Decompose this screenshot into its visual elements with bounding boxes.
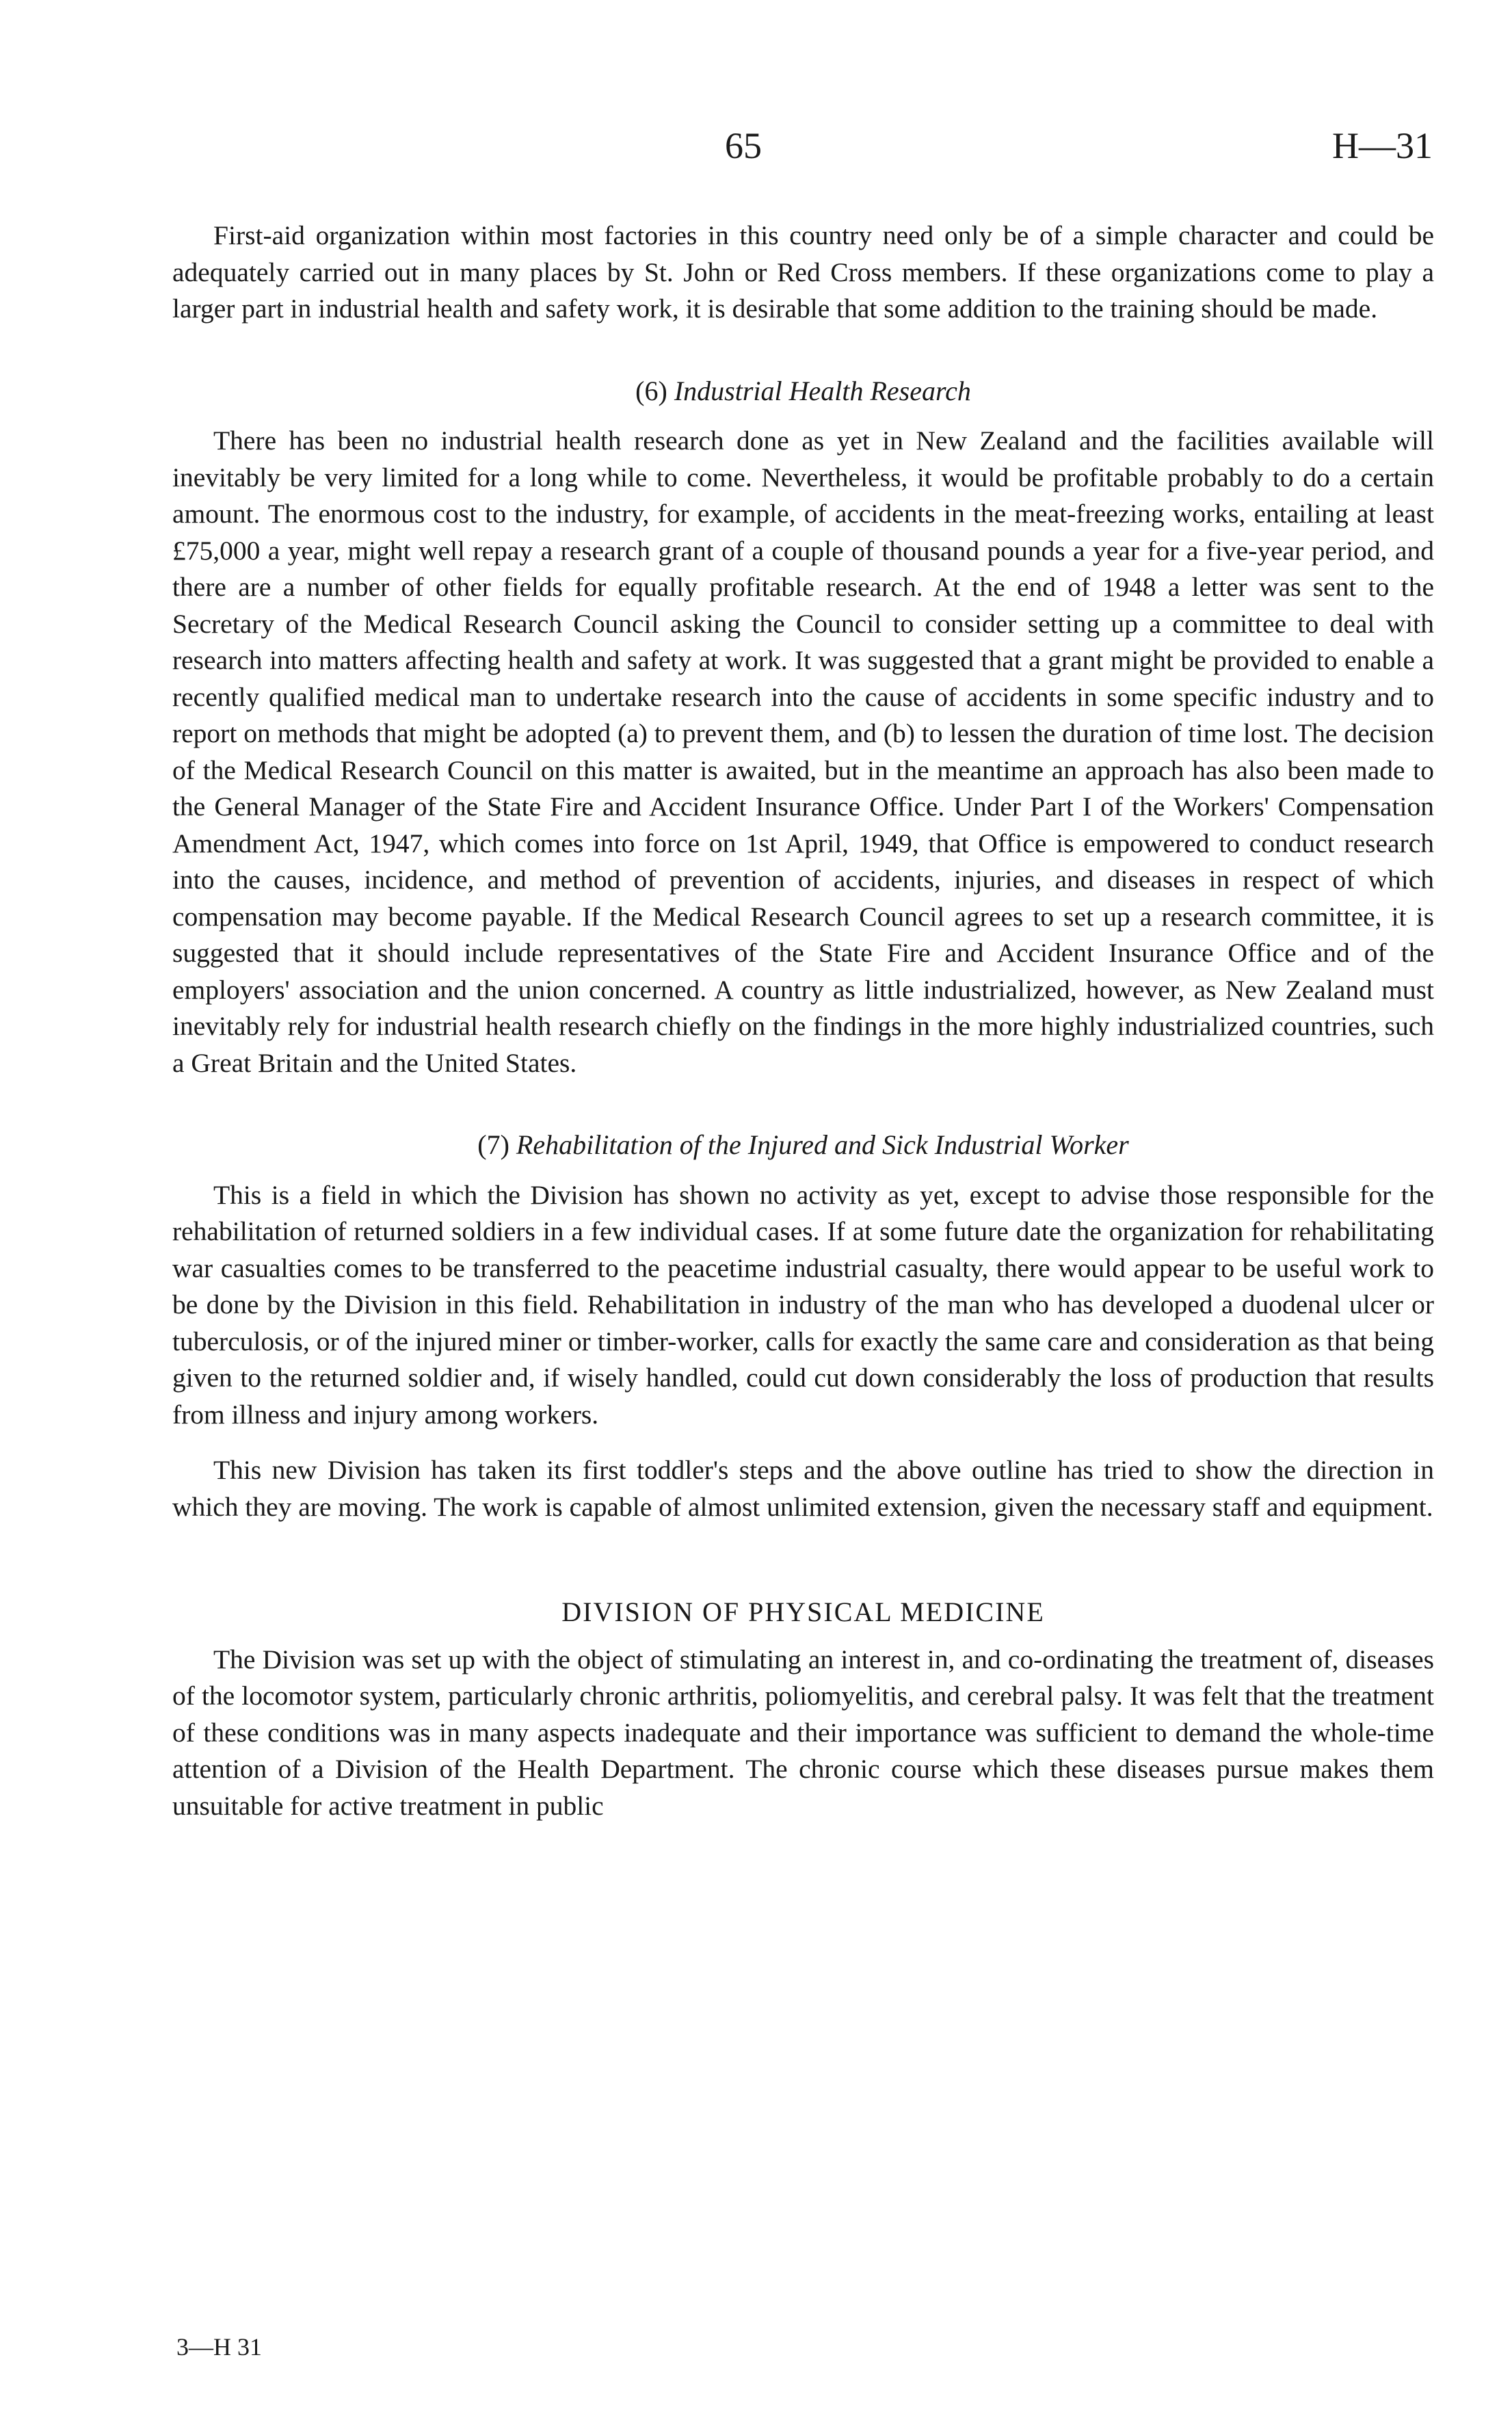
page-body: [172, 218, 1434, 1824]
section-6-heading: [172, 373, 1434, 410]
section-7-title: Rehabilitation of the Injured and Sick Industrial Worker: [516, 1129, 1129, 1160]
physical-medicine-heading: DIVISION OF PHYSICAL MEDICINE: [561, 1596, 1045, 1627]
section-6-title: Industrial Health Research: [674, 375, 971, 406]
section-7-paragraph-2: This new Division has taken its first toddler's steps and the above outline has tried to show the direction in which they are moving. The work is capable of almost unlimited extension, given the necessary staff and equipment.: [172, 1455, 1434, 1522]
footer-signature: 3—H 31: [176, 2333, 262, 2361]
physical-medicine-paragraph: The Division was set up with the object of stimulating an interest in, and co-ordinating the treatment of, diseases of the locomotor system, particularly chronic arthritis, poliomyelitis, and cerebral palsy. It was felt that the treatment of these conditions was in many aspects inadequate and their importance was sufficient to demand the whole-time attention of a Division of the Health Department. The chronic course which these diseases pursue makes them unsuitable for active treatment in public: [172, 1644, 1434, 1821]
intro-paragraph: First-aid organization within most factories in this country need only be of a simple character and could be adequately carried out in many places by St. John or Red Cross members. If these organizations come to play a larger part in industrial health and safety work, it is desirable that some addition to the training should be made.: [172, 220, 1434, 324]
section-7-heading: [172, 1127, 1434, 1164]
page-header: [0, 124, 1512, 179]
document-code: H—31: [1332, 125, 1433, 166]
page-number: 65: [725, 125, 762, 166]
section-6-paragraph: There has been no industrial health research done as yet in New Zealand and the facilities available will inevitably be very limited for a long while to come. Nevertheless, it would be profitable probably to do a certain amount. The enormous cost to the industry, for example, of accidents in the meat-freezing works, entailing at least £75,000 a year, might well repay a research grant of a couple of thousand pounds a year for a five-year period, and there are a number of other fields for equally profitable research. At the end of 1948 a letter was sent to the Secretary of the Medical Research Council asking the Council to consider setting up a committee to deal with research into matters affecting health and safety at work. It was suggested that a grant might be provided to enable a recently qualified medical man to undertake research into the cause of accidents in some specific industry and to report on methods that might be adopted (a) to prevent them, and (b) to lessen the duration of time lost. The decision of the Medical Research Council on this matter is awaited, but in the meantime an approach has also been made to the General Manager of the State Fire and Accident Insurance Office. Under Part I of the Workers' Compensation Amendment Act, 1947, which comes into force on 1st April, 1949, that Office is empowered to conduct research into the causes, incidence, and method of prevention of accidents, injuries, and diseases in respect of which compensation may become payable. If the Medical Research Council agrees to set up a research committee, it is suggested that it should include representatives of the State Fire and Accident Insurance Office and of the employers' association and the union concerned. A country as little industrialized, however, as New Zealand must inevitably rely for industrial health research chiefly on the findings in the more highly industrialized countries, such a Great Britain and the United States.: [172, 425, 1434, 1078]
section-7-number: (7): [477, 1129, 509, 1160]
section-6-number: (6): [635, 375, 667, 406]
section-7-paragraph-1: This is a field in which the Division has shown no activity as yet, except to advise those responsible for the rehabilitation of returned soldiers in a few individual cases. If at some future date the organization for rehabilitating war casualties comes to be transferred to the peacetime industrial casualty, there would appear to be useful work to be done by the Division in this field. Rehabilitation in industry of the man who has developed a duodenal ulcer or tuberculosis, or of the injured miner or timber-worker, calls for exactly the same care and consideration as that being given to the returned soldier and, if wisely handled, could cut down considerably the loss of production that results from illness and injury among workers.: [172, 1179, 1434, 1430]
